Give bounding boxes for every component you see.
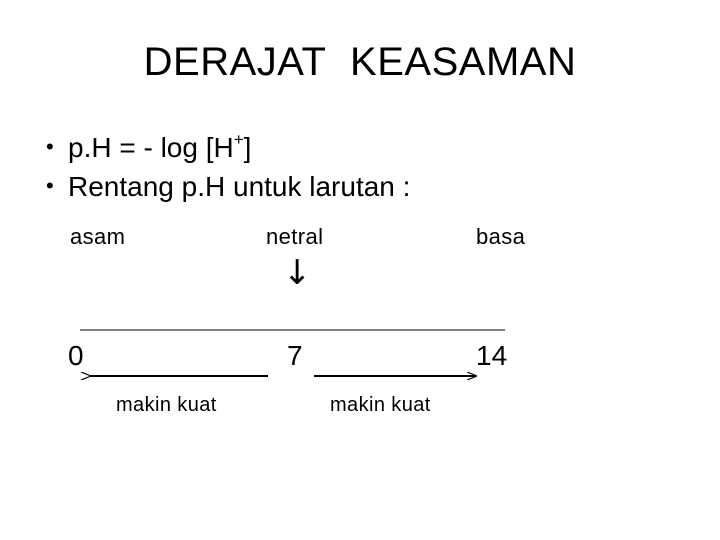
ph-value-max: 14 xyxy=(476,340,508,371)
range-text: Rentang p.H untuk larutan : xyxy=(68,171,411,202)
ph-value-min: 0 xyxy=(68,340,84,371)
title-word-2: KEASAMAN xyxy=(350,40,577,84)
ph-value-neutral: 7 xyxy=(287,340,303,371)
down-arrow-icon: ↓ xyxy=(283,253,312,293)
caption-base-stronger: makin kuat xyxy=(330,394,431,416)
bullet-dot-icon: • xyxy=(46,134,54,159)
label-base: basa xyxy=(476,224,526,249)
formula-superscript: + xyxy=(233,130,244,149)
label-neutral: netral xyxy=(266,224,324,249)
formula-text-end: ] xyxy=(243,132,252,163)
caption-acid-stronger: makin kuat xyxy=(116,394,217,416)
formula-text-start: p.H = - log [H xyxy=(68,132,234,163)
title-word-1: DERAJAT xyxy=(143,40,327,84)
label-acid: asam xyxy=(70,224,126,249)
bullet-dot-icon: • xyxy=(46,173,54,198)
